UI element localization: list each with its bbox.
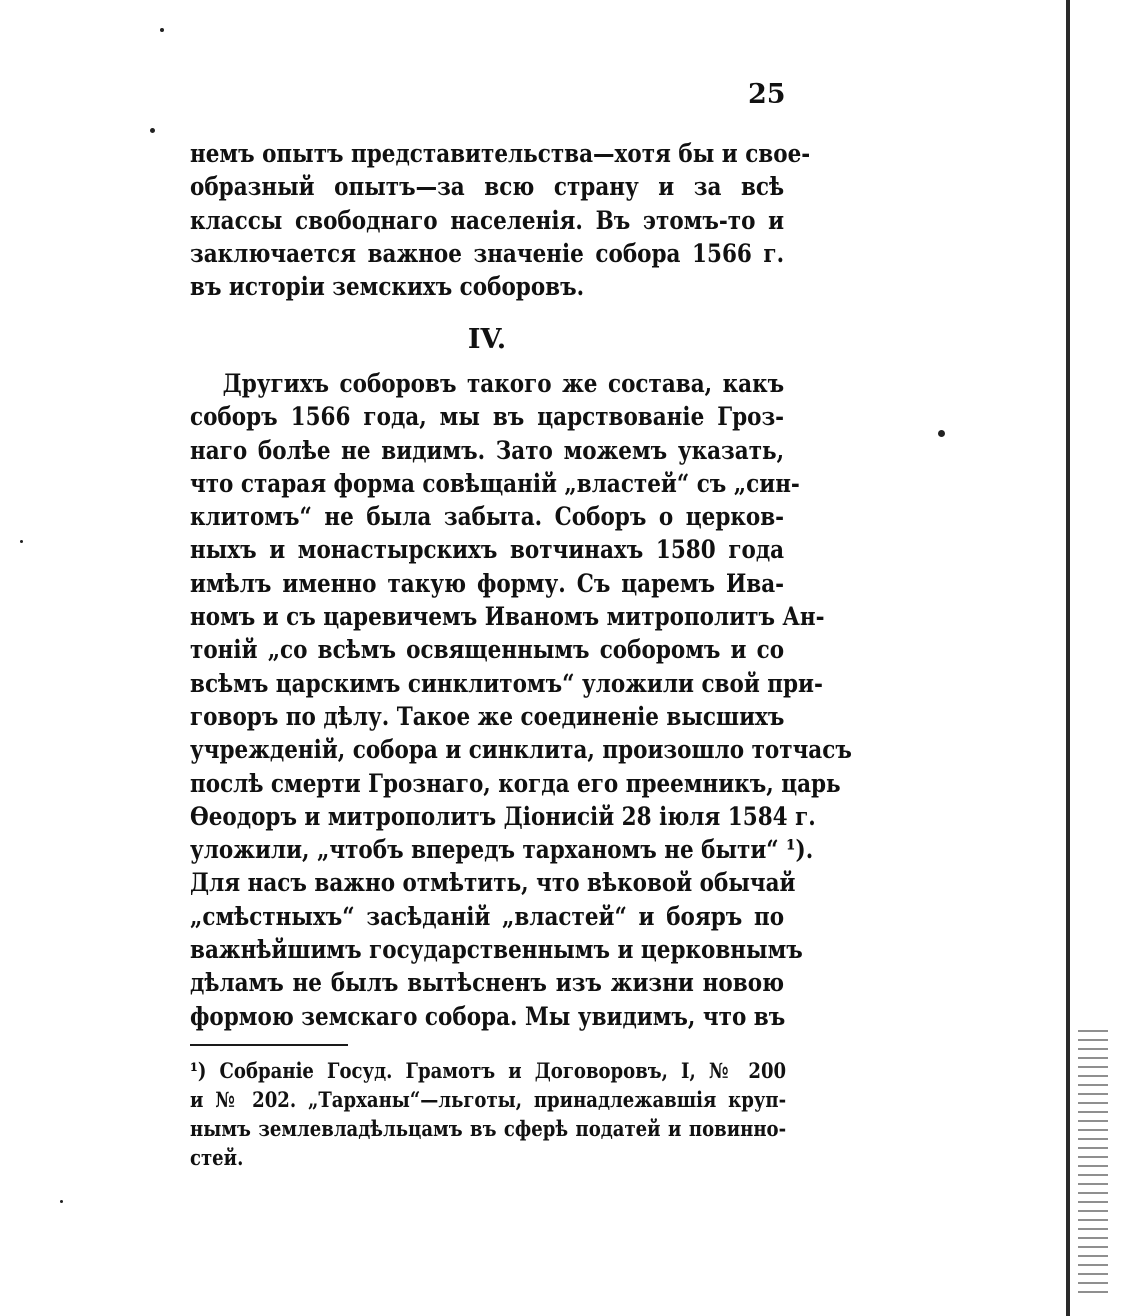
text-line: Ѳеодоръ и митрополитъ Діонисій 28 іюля 1584 г. (190, 801, 816, 831)
text-line: номъ и съ царевичемъ Иваномъ митрополитъ Ан- (190, 602, 825, 632)
text-line: классы свободнаго населенія. Въ этомъ-то и (190, 205, 785, 235)
text-line: наго болѣе не видимъ. Зато можемъ указать, (190, 435, 785, 465)
text-line: формою земскаго собора. Мы увидимъ, что въ (190, 1001, 786, 1031)
text-line: важнѣйшимъ государственнымъ и церковнымъ (190, 935, 803, 965)
text-line: образный опытъ—за всю страну и за всѣ (190, 172, 785, 202)
text-line: соборъ 1566 года, мы въ царствованіе Гроз- (190, 402, 785, 432)
text-line: заключается важное значеніе собора 1566 г. (190, 238, 785, 268)
main-paragraph (190, 367, 852, 1033)
scan-speck (20, 540, 23, 543)
footnote-separator (190, 1044, 348, 1046)
text-line: въ исторіи земскихъ соборовъ. (190, 272, 585, 302)
text-line: тоній „со всѣмъ освященнымъ соборомъ и со (190, 635, 785, 665)
text-line: Другихъ соборовъ такого же состава, какъ (222, 369, 785, 398)
text-line: говоръ по дѣлу. Такое же соединеніе высшихъ (190, 701, 785, 731)
footnote-block (190, 1056, 786, 1172)
page-number: 25 (748, 79, 786, 110)
scan-speck (160, 28, 164, 32)
text-line: Для насъ важно отмѣтить, что вѣковой обычай (190, 868, 796, 898)
footnote-line: стей. (190, 1145, 244, 1170)
text-line: уложили, „чтобъ впередъ тарханомъ не быти“ ¹). (190, 835, 814, 865)
text-line: учрежденій, собора и синклита, произошло тотчасъ (190, 735, 852, 765)
text-line: клитомъ“ не была забыта. Соборъ о церков- (190, 502, 785, 532)
scan-speck (938, 430, 945, 437)
scan-speck (150, 128, 155, 133)
text-line: немъ опытъ представительства—хотя бы и свое- (190, 139, 811, 168)
text-line: имѣлъ именно такую форму. Съ царемъ Ива- (190, 568, 785, 598)
page-edge-line (1066, 0, 1070, 1316)
text-line: дѣламъ не былъ вытѣсненъ изъ жизни новою (190, 968, 785, 998)
text-line: послѣ смерти Грознаго, когда его преемникъ, царь (190, 768, 841, 798)
footnote-line: ¹) Собраніе Госуд. Грамотъ и Договоровъ, I, № 200 (190, 1058, 787, 1083)
scan-edge-noise (1078, 1030, 1108, 1300)
text-line: что старая форма совѣщаній „властей“ съ „син- (190, 468, 800, 498)
footnote-line: нымъ землевладѣльцамъ въ сферѣ податей и повинно- (190, 1116, 787, 1141)
text-line: всѣмъ царскимъ синклитомъ“ уложили свой при- (190, 668, 823, 698)
text-line: „смѣстныхъ“ засѣданій „властей“ и бояръ по (190, 901, 785, 931)
section-heading: IV. (467, 324, 507, 355)
scan-speck (60, 1200, 63, 1203)
text-line: ныхъ и монастырскихъ вотчинахъ 1580 года (190, 535, 785, 565)
intro-paragraph (190, 137, 811, 303)
footnote-line: и № 202. „Тарханы“—льготы, принадлежавшія круп- (190, 1087, 787, 1112)
